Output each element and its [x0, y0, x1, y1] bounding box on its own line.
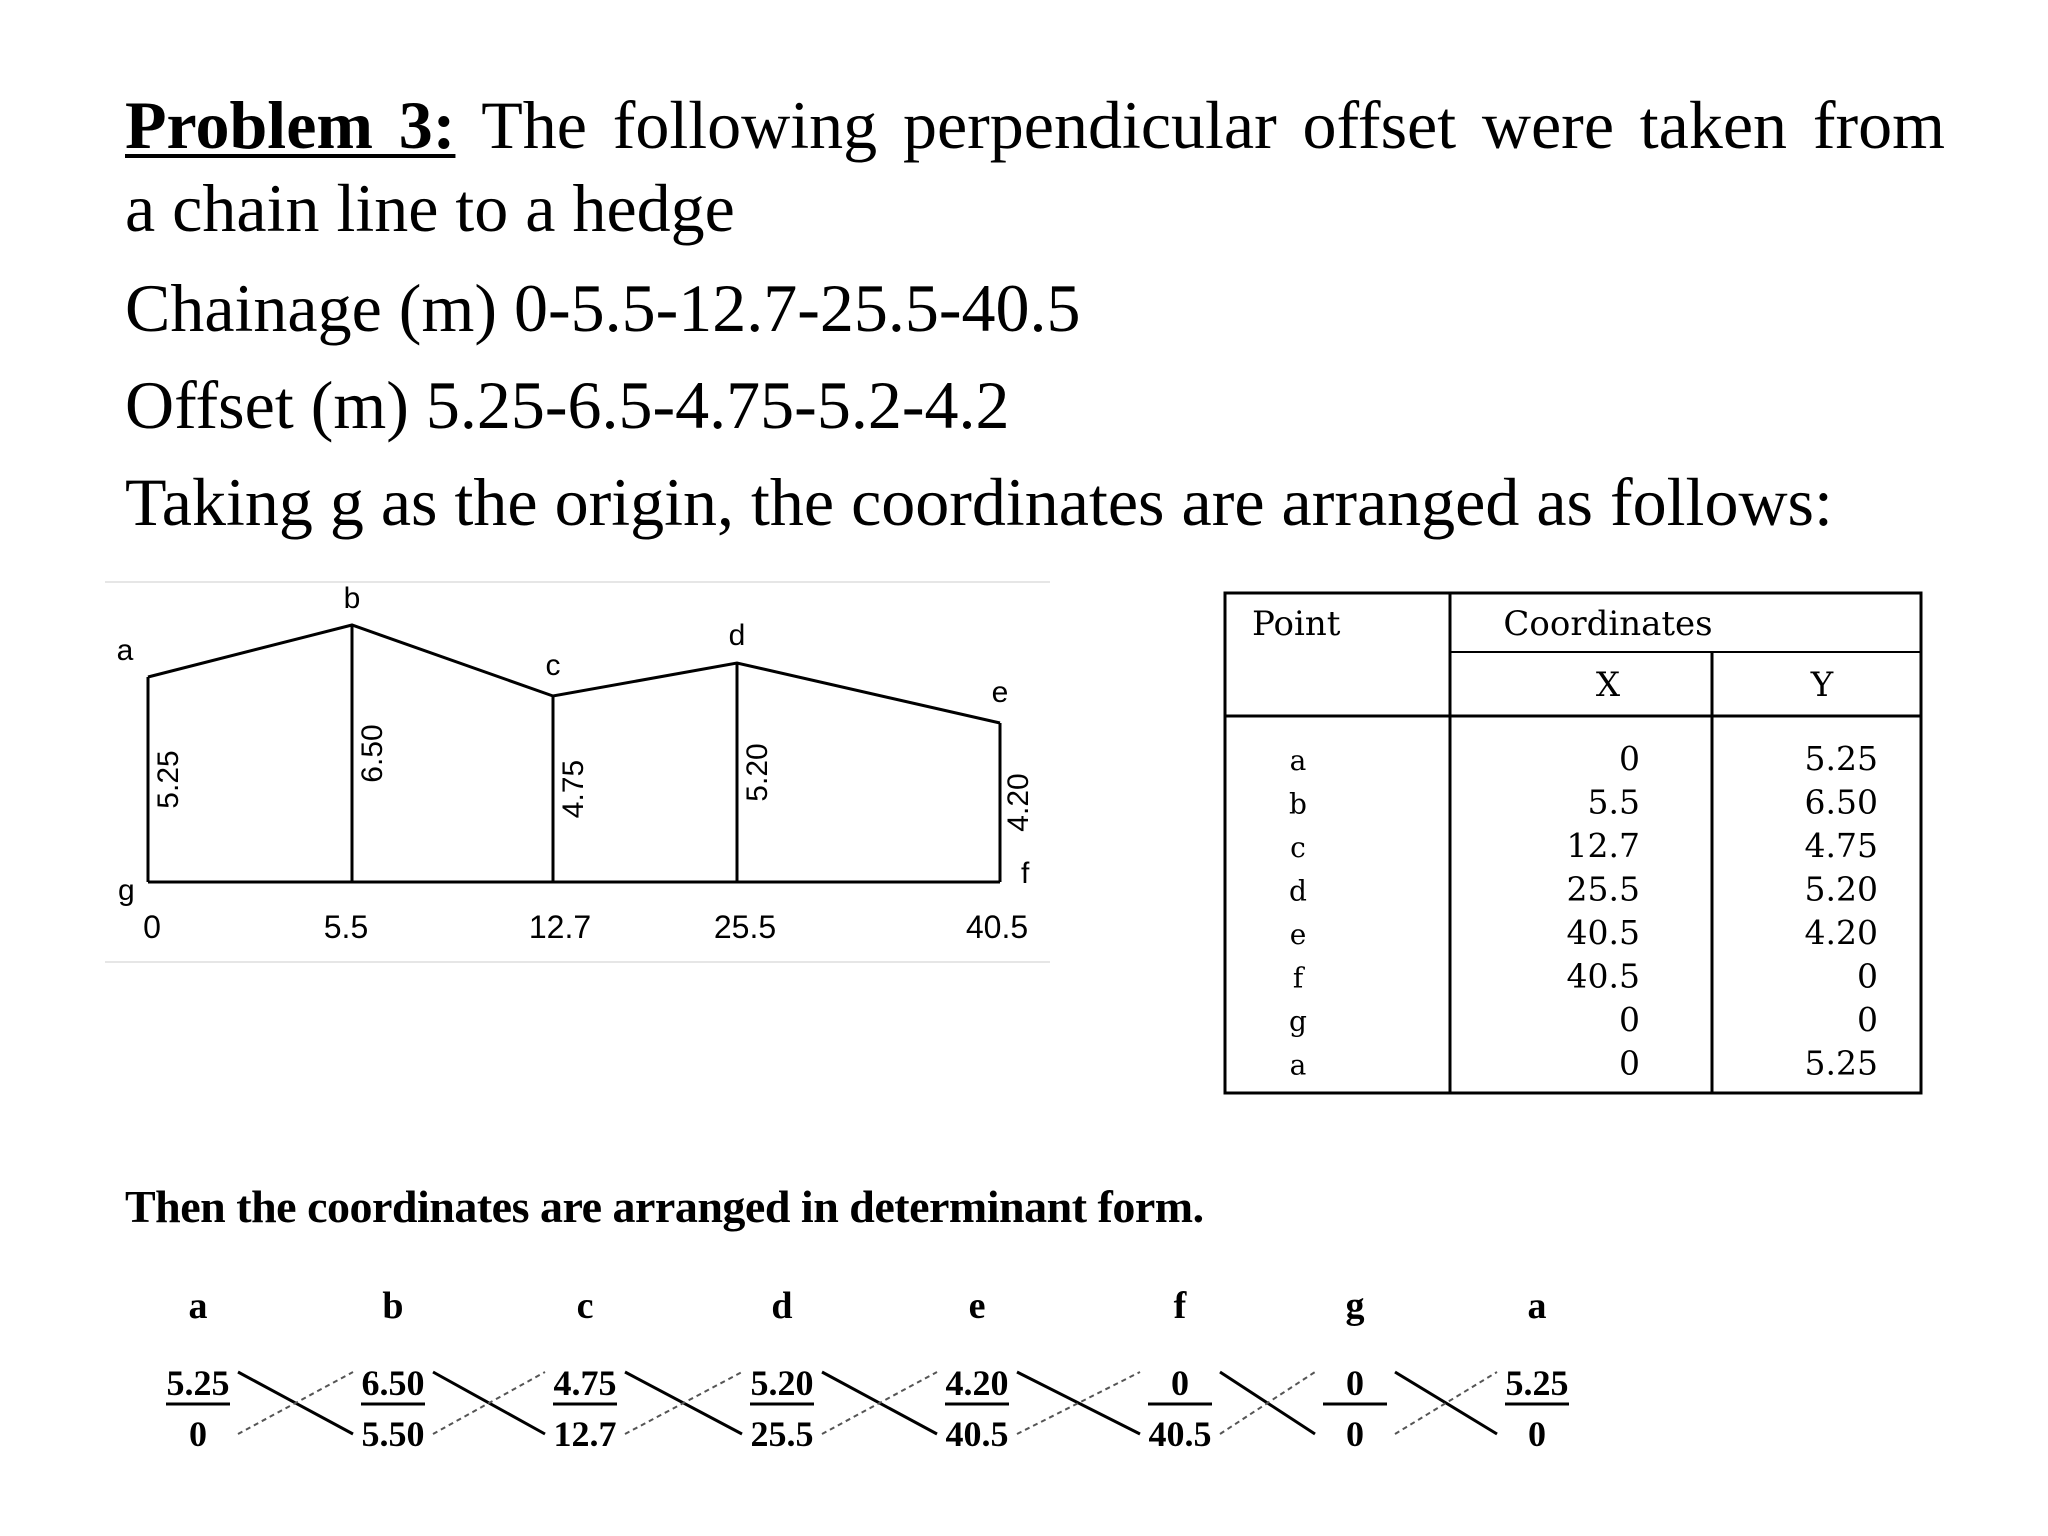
- chainage-label-d: 25.5: [713, 909, 777, 945]
- table-row-point: c: [1290, 831, 1306, 864]
- origin-label: g: [118, 874, 135, 907]
- header-point: Point: [1252, 604, 1341, 644]
- determinant-bottom: 40.5: [1148, 1414, 1212, 1454]
- determinant-top: 5.25: [1505, 1363, 1569, 1403]
- point-label-a: a: [116, 634, 134, 667]
- table-row-y: 5.25: [1804, 739, 1878, 778]
- chainage-label-b: 5.5: [323, 909, 369, 945]
- point-label-c: c: [545, 649, 561, 682]
- determinant-bottom: 0: [1346, 1414, 1364, 1454]
- table-row-x: 40.5: [1566, 913, 1640, 952]
- chainage-label-c: 12.7: [528, 909, 592, 945]
- table-row-x: 0: [1619, 1043, 1640, 1083]
- header-y: Y: [1810, 665, 1834, 705]
- determinant-bottom: 0: [189, 1414, 207, 1454]
- point-label-e: e: [991, 676, 1009, 709]
- determinant-top: 4.75: [553, 1363, 617, 1403]
- table-row-y: 0: [1857, 1000, 1878, 1039]
- determinant-label: b: [382, 1285, 404, 1327]
- table-row-y: 5.20: [1804, 869, 1878, 909]
- determinant-label: g: [1345, 1285, 1365, 1327]
- table-row-point: a: [1289, 1048, 1307, 1082]
- determinant-bottom: 40.5: [945, 1414, 1009, 1454]
- determinant-bottom: 0: [1528, 1414, 1546, 1454]
- determinant-top: 0: [1346, 1363, 1364, 1403]
- header-coordinates: Coordinates: [1503, 604, 1713, 644]
- problem-intro-line-2: a chain line to a hedge: [125, 170, 735, 246]
- determinant-label: f: [1173, 1285, 1187, 1327]
- table-row-y: 6.50: [1804, 782, 1878, 822]
- end-label: f: [1021, 857, 1030, 890]
- table-row-x: 40.5: [1566, 956, 1640, 996]
- header-x: X: [1595, 665, 1621, 705]
- offset-label-a: 5.25: [151, 750, 185, 809]
- origin-note: Taking g as the origin, the coordinates are arranged as follows:: [125, 464, 1833, 540]
- table-row-point: d: [1289, 874, 1307, 908]
- table-row-x: 25.5: [1566, 869, 1640, 909]
- table-row-x: 5.5: [1587, 782, 1640, 822]
- point-label-d: d: [728, 619, 746, 652]
- offset-label-d: 5.20: [740, 743, 774, 802]
- table-row-x: 0: [1619, 739, 1640, 778]
- determinant-top: 6.50: [361, 1363, 425, 1403]
- table-row-point: g: [1289, 1005, 1307, 1038]
- determinant-label: d: [771, 1285, 793, 1327]
- table-row-x: 12.7: [1566, 826, 1640, 865]
- offset-label-c: 4.75: [556, 759, 590, 819]
- determinant-caption: Then the coordinates are arranged in determinant form.: [125, 1181, 1204, 1232]
- table-row-y: 4.20: [1804, 913, 1878, 952]
- determinant-label: e: [968, 1285, 986, 1327]
- point-label-b: b: [343, 582, 361, 615]
- table-row-y: 0: [1857, 956, 1878, 996]
- chainage-label-e: 40.5: [965, 909, 1029, 945]
- offset-label-b: 6.50: [355, 724, 389, 783]
- determinant-top: 4.20: [945, 1363, 1009, 1403]
- determinant-top: 0: [1171, 1363, 1189, 1403]
- table-row-point: f: [1292, 961, 1304, 995]
- offset-label-e: 4.20: [1001, 773, 1035, 832]
- determinant-bottom: 25.5: [750, 1414, 814, 1454]
- determinant-bottom: 12.7: [553, 1414, 617, 1454]
- determinant-label: a: [188, 1285, 208, 1327]
- chainage-label-a: 0: [143, 909, 161, 945]
- table-row-y: 5.25: [1804, 1043, 1878, 1083]
- determinant-top: 5.25: [166, 1363, 230, 1403]
- offset-line: Offset (m) 5.25-6.5-4.75-5.2-4.2: [125, 367, 1010, 443]
- determinant-bottom: 5.50: [361, 1414, 425, 1454]
- determinant-label: a: [1527, 1285, 1547, 1327]
- table-row-y: 4.75: [1804, 826, 1878, 865]
- determinant-label: c: [576, 1285, 594, 1327]
- chainage-line: Chainage (m) 0-5.5-12.7-25.5-40.5: [125, 270, 1081, 346]
- determinant-top: 5.20: [750, 1363, 814, 1403]
- table-row-point: a: [1289, 744, 1307, 777]
- problem-intro-text: The following perpendicular offset were taken from: [481, 87, 1945, 163]
- problem-heading: Problem 3:: [125, 87, 456, 163]
- table-row-point: b: [1289, 787, 1307, 821]
- table-row-x: 0: [1619, 1000, 1640, 1039]
- table-row-point: e: [1289, 918, 1307, 951]
